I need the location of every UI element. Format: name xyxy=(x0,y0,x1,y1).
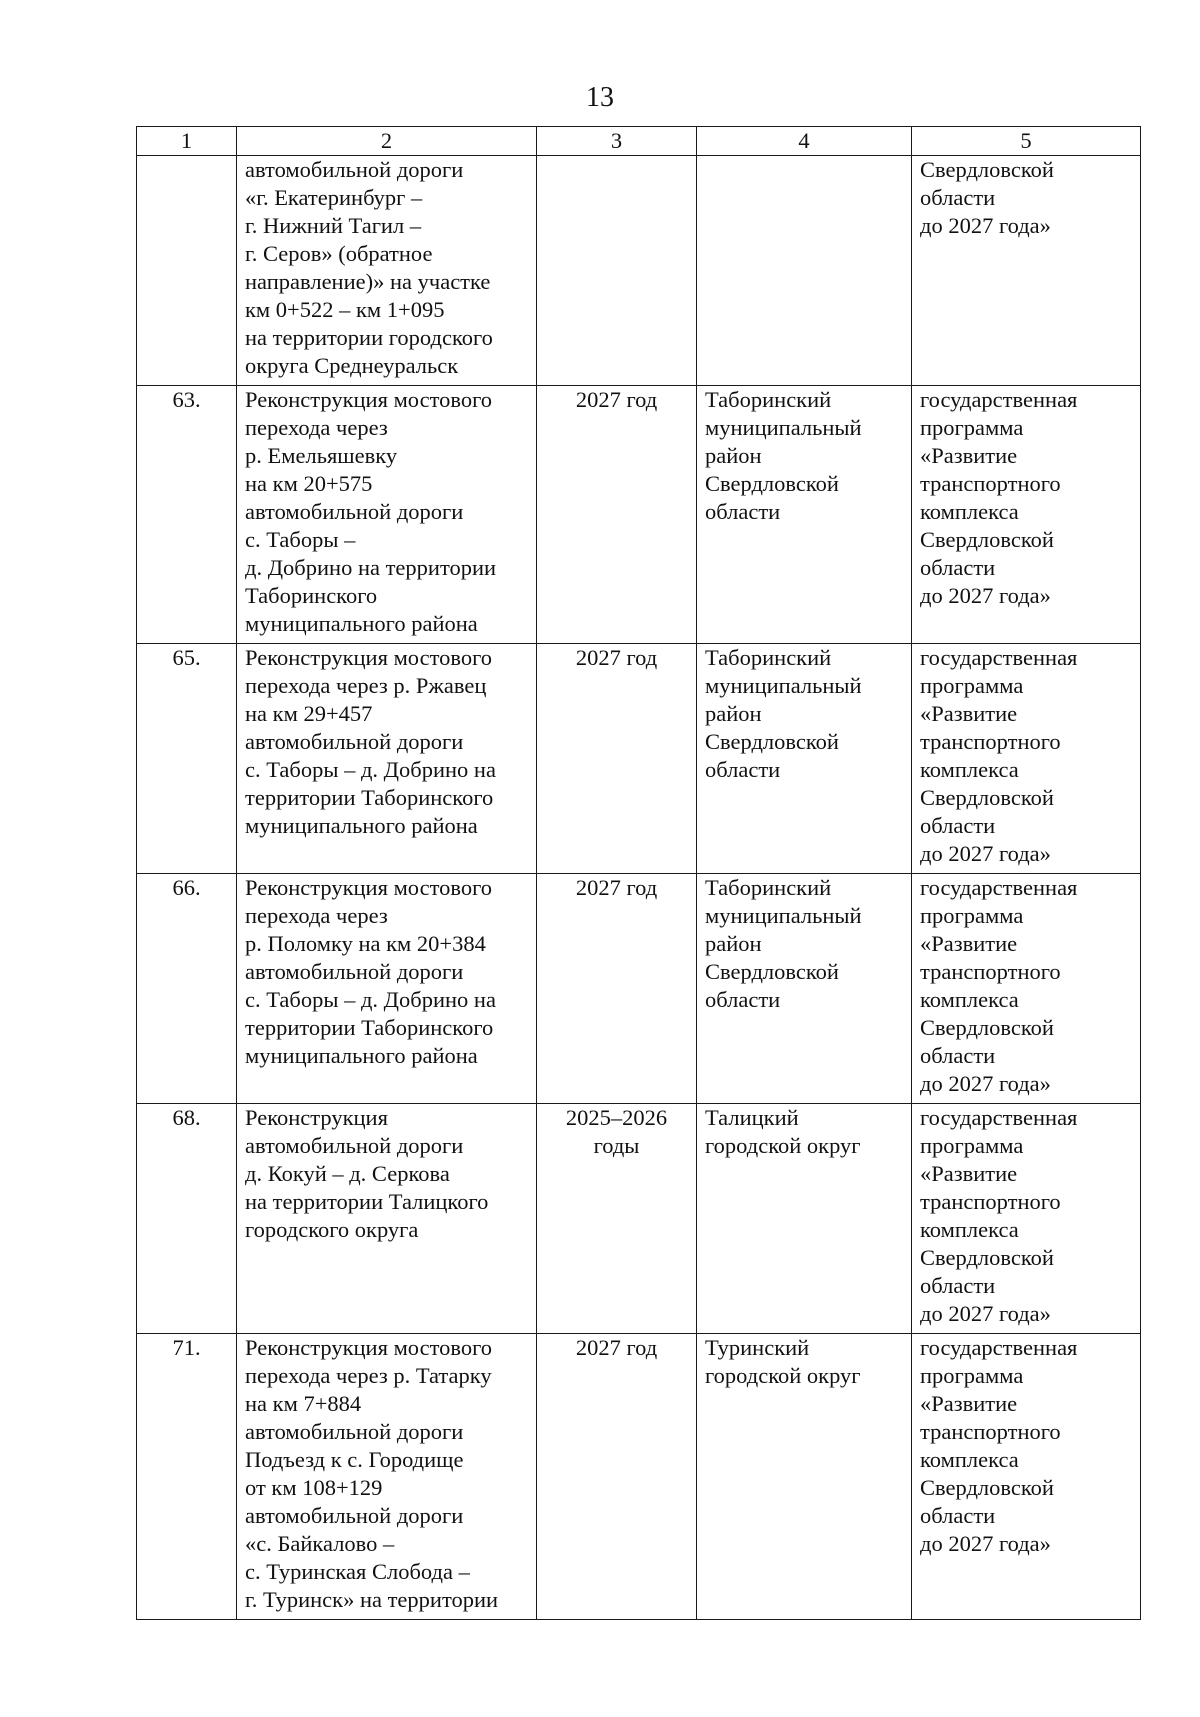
territory-cell xyxy=(697,1104,912,1334)
cell-text-line: «с. Байкалово – xyxy=(245,1531,395,1556)
row-number-cell xyxy=(137,644,237,874)
cell-text-line: р. Поломку на км 20+384 xyxy=(245,931,486,956)
cell-text-line: 2025–2026 xyxy=(565,1105,668,1130)
cell-text-line: 71. xyxy=(172,1335,201,1360)
cell-text-line: от км 108+129 xyxy=(245,1475,383,1500)
cell-text-line: области xyxy=(920,1503,996,1528)
cell-text-line: области xyxy=(920,813,996,838)
cell-text-line: район xyxy=(705,701,762,726)
cell-text-line: транспортного xyxy=(920,1189,1061,1214)
period-cell xyxy=(537,386,697,644)
cell-text-line: комплекса xyxy=(920,1217,1019,1242)
cell-text-line: на территории Талицкого xyxy=(245,1189,489,1214)
period-cell xyxy=(537,156,697,386)
cell-text-line: Свердловской xyxy=(920,157,1054,182)
cell-text-line: государственная xyxy=(920,645,1078,670)
cell-text-line: программа xyxy=(920,673,1024,698)
cell-text-line: «Развитие xyxy=(920,443,1018,468)
cell-text-line: 2027 год xyxy=(575,387,658,412)
cell-text-line: с. Таборы – д. Добрино на xyxy=(245,757,496,782)
cell-text-line: Таборинского xyxy=(245,583,378,608)
header-cell-2: 2 xyxy=(237,127,537,156)
cell-text-line: автомобильной дороги xyxy=(245,1503,464,1528)
document-table xyxy=(136,126,1141,1620)
cell-text-line: 2027 год xyxy=(575,875,658,900)
territory-cell xyxy=(697,644,912,874)
table-row xyxy=(137,386,1141,644)
cell-text-line: Реконструкция мостового xyxy=(245,875,493,900)
cell-text-line: район xyxy=(705,931,762,956)
cell-text-line: г. Туринск» на территории xyxy=(245,1587,499,1612)
cell-text-line: городского округа xyxy=(245,1217,419,1242)
cell-text-line: муниципального района xyxy=(245,1043,478,1068)
cell-text-line: государственная xyxy=(920,1335,1078,1360)
cell-text-line: Талицкий xyxy=(705,1105,799,1130)
table-row xyxy=(137,156,1141,386)
cell-text-line: до 2027 года» xyxy=(920,583,1051,608)
cell-text-line: д. Кокуй – д. Серкова xyxy=(245,1161,450,1186)
cell-text-line: Свердловской xyxy=(705,959,839,984)
cell-text-line: Реконструкция xyxy=(245,1105,388,1130)
cell-text-line: на км 20+575 xyxy=(245,471,373,496)
territory-cell xyxy=(697,156,912,386)
period-cell xyxy=(537,1334,697,1620)
cell-text-line: автомобильной дороги xyxy=(245,499,464,524)
cell-text-line: области xyxy=(920,555,996,580)
cell-text-line: области xyxy=(705,499,781,524)
cell-text-line: комплекса xyxy=(920,757,1019,782)
cell-text-line: с. Туринская Слобода – xyxy=(245,1559,470,1584)
cell-text-line: на км 29+457 xyxy=(245,701,373,726)
cell-text-line: области xyxy=(920,1043,996,1068)
object-description-cell xyxy=(237,156,537,386)
cell-text-line: «Развитие xyxy=(920,931,1018,956)
cell-text-line: 2027 год xyxy=(575,645,658,670)
cell-text-line: области xyxy=(920,1273,996,1298)
cell-text-line: городской округ xyxy=(705,1363,861,1388)
cell-text-line: «Развитие xyxy=(920,701,1018,726)
cell-text-line: Реконструкция мостового xyxy=(245,645,493,670)
cell-text-line: Таборинский xyxy=(705,875,832,900)
cell-text-line: программа xyxy=(920,415,1024,440)
header-cell-1: 1 xyxy=(137,127,237,156)
cell-text-line: с. Таборы – д. Добрино на xyxy=(245,987,496,1012)
cell-text-line: государственная xyxy=(920,1105,1078,1130)
cell-text-line: автомобильной дороги xyxy=(245,959,464,984)
cell-text-line: территории Таборинского xyxy=(245,785,494,810)
program-cell xyxy=(912,1334,1141,1620)
cell-text-line: район xyxy=(705,443,762,468)
row-number-cell xyxy=(137,1334,237,1620)
page-number: 13 xyxy=(586,82,614,113)
cell-text-line: автомобильной дороги xyxy=(245,1419,464,1444)
cell-text-line: области xyxy=(920,185,996,210)
table-header-row xyxy=(137,127,1141,156)
cell-text-line: государственная xyxy=(920,875,1078,900)
cell-text-line: транспортного xyxy=(920,729,1061,754)
table-row xyxy=(137,1334,1141,1620)
object-description-cell xyxy=(237,1334,537,1620)
cell-text-line: до 2027 года» xyxy=(920,213,1051,238)
cell-text-line: муниципальный xyxy=(705,903,862,928)
table-row xyxy=(137,644,1141,874)
cell-text-line: р. Емельяшевку xyxy=(245,443,398,468)
cell-text-line: области xyxy=(705,987,781,1012)
territory-cell xyxy=(697,1334,912,1620)
cell-text-line: Свердловской xyxy=(920,1475,1054,1500)
cell-text-line: 65. xyxy=(172,645,201,670)
cell-text-line: программа xyxy=(920,1133,1024,1158)
table-row xyxy=(137,874,1141,1104)
period-cell xyxy=(537,874,697,1104)
cell-text-line: 63. xyxy=(172,387,201,412)
cell-text-line: годы xyxy=(593,1133,640,1158)
cell-text-line: «Развитие xyxy=(920,1391,1018,1416)
program-cell xyxy=(912,1104,1141,1334)
cell-text-line: Свердловской xyxy=(920,1245,1054,1270)
cell-text-line: до 2027 года» xyxy=(920,1071,1051,1096)
program-cell xyxy=(912,156,1141,386)
cell-text-line: Реконструкция мостового xyxy=(245,387,493,412)
cell-text-line: автомобильной дороги xyxy=(245,1133,464,1158)
cell-text-line: д. Добрино на территории xyxy=(245,555,497,580)
cell-text-line: муниципальный xyxy=(705,673,862,698)
row-number-cell xyxy=(137,874,237,1104)
cell-text-line: перехода через xyxy=(245,415,388,440)
territory-cell xyxy=(697,874,912,1104)
cell-text-line: направление)» на участке xyxy=(245,269,491,294)
cell-text-line: автомобильной дороги xyxy=(245,157,464,182)
cell-text-line: перехода через р. Татарку xyxy=(245,1363,492,1388)
cell-text-line: Свердловской xyxy=(705,729,839,754)
cell-text-line: Свердловской xyxy=(705,471,839,496)
cell-text-line: с. Таборы – xyxy=(245,527,356,552)
object-description-cell xyxy=(237,644,537,874)
cell-text-line: г. Нижний Тагил – xyxy=(245,213,422,238)
header-cell-5: 5 xyxy=(912,127,1141,156)
period-cell xyxy=(537,644,697,874)
header-cell-3: 3 xyxy=(537,127,697,156)
cell-text-line: Таборинский xyxy=(705,645,832,670)
cell-text-line: Свердловской xyxy=(920,1015,1054,1040)
program-cell xyxy=(912,386,1141,644)
cell-text-line: комплекса xyxy=(920,499,1019,524)
cell-text-line: 66. xyxy=(172,875,201,900)
cell-text-line: Свердловской xyxy=(920,527,1054,552)
cell-text-line: до 2027 года» xyxy=(920,841,1051,866)
cell-text-line: на км 7+884 xyxy=(245,1391,362,1416)
cell-text-line: государственная xyxy=(920,387,1078,412)
cell-text-line: автомобильной дороги xyxy=(245,729,464,754)
object-description-cell xyxy=(237,1104,537,1334)
cell-text-line: перехода через xyxy=(245,903,388,928)
cell-text-line: Реконструкция мостового xyxy=(245,1335,493,1360)
cell-text-line: км 0+522 – км 1+095 xyxy=(245,297,445,322)
table-row xyxy=(137,1104,1141,1334)
cell-text-line: транспортного xyxy=(920,1419,1061,1444)
cell-text-line: Подъезд к с. Городище xyxy=(245,1447,464,1472)
cell-text-line: программа xyxy=(920,903,1024,928)
cell-text-line: программа xyxy=(920,1363,1024,1388)
cell-text-line: Таборинский xyxy=(705,387,832,412)
cell-text-line: муниципального района xyxy=(245,611,478,636)
cell-text-line: до 2027 года» xyxy=(920,1531,1051,1556)
cell-text-line: муниципального района xyxy=(245,813,478,838)
row-number-cell xyxy=(137,386,237,644)
cell-text-line: территории Таборинского xyxy=(245,1015,494,1040)
cell-text-line: округа Среднеуральск xyxy=(245,353,459,378)
row-number-cell xyxy=(137,1104,237,1334)
cell-text-line: транспортного xyxy=(920,471,1061,496)
cell-text-line: области xyxy=(705,757,781,782)
row-number-cell xyxy=(137,156,237,386)
cell-text-line: на территории городского xyxy=(245,325,493,350)
cell-text-line: «г. Екатеринбург – xyxy=(245,185,423,210)
cell-text-line: комплекса xyxy=(920,1447,1019,1472)
cell-text-line: комплекса xyxy=(920,987,1019,1012)
territory-cell xyxy=(697,386,912,644)
program-cell xyxy=(912,644,1141,874)
cell-text-line: «Развитие xyxy=(920,1161,1018,1186)
cell-text-line xyxy=(145,156,228,184)
cell-text-line: транспортного xyxy=(920,959,1061,984)
cell-text-line: до 2027 года» xyxy=(920,1301,1051,1326)
cell-text-line: 2027 год xyxy=(575,1335,658,1360)
object-description-cell xyxy=(237,386,537,644)
cell-text-line: Туринский xyxy=(705,1335,810,1360)
cell-text-line: муниципальный xyxy=(705,415,862,440)
program-cell xyxy=(912,874,1141,1104)
cell-text-line: перехода через р. Ржавец xyxy=(245,673,487,698)
cell-text-line: 68. xyxy=(172,1105,201,1130)
cell-text-line: Свердловской xyxy=(920,785,1054,810)
object-description-cell xyxy=(237,874,537,1104)
cell-text-line: г. Серов» (обратное xyxy=(245,241,433,266)
period-cell xyxy=(537,1104,697,1334)
header-cell-4: 4 xyxy=(697,127,912,156)
cell-text-line: городской округ xyxy=(705,1133,861,1158)
